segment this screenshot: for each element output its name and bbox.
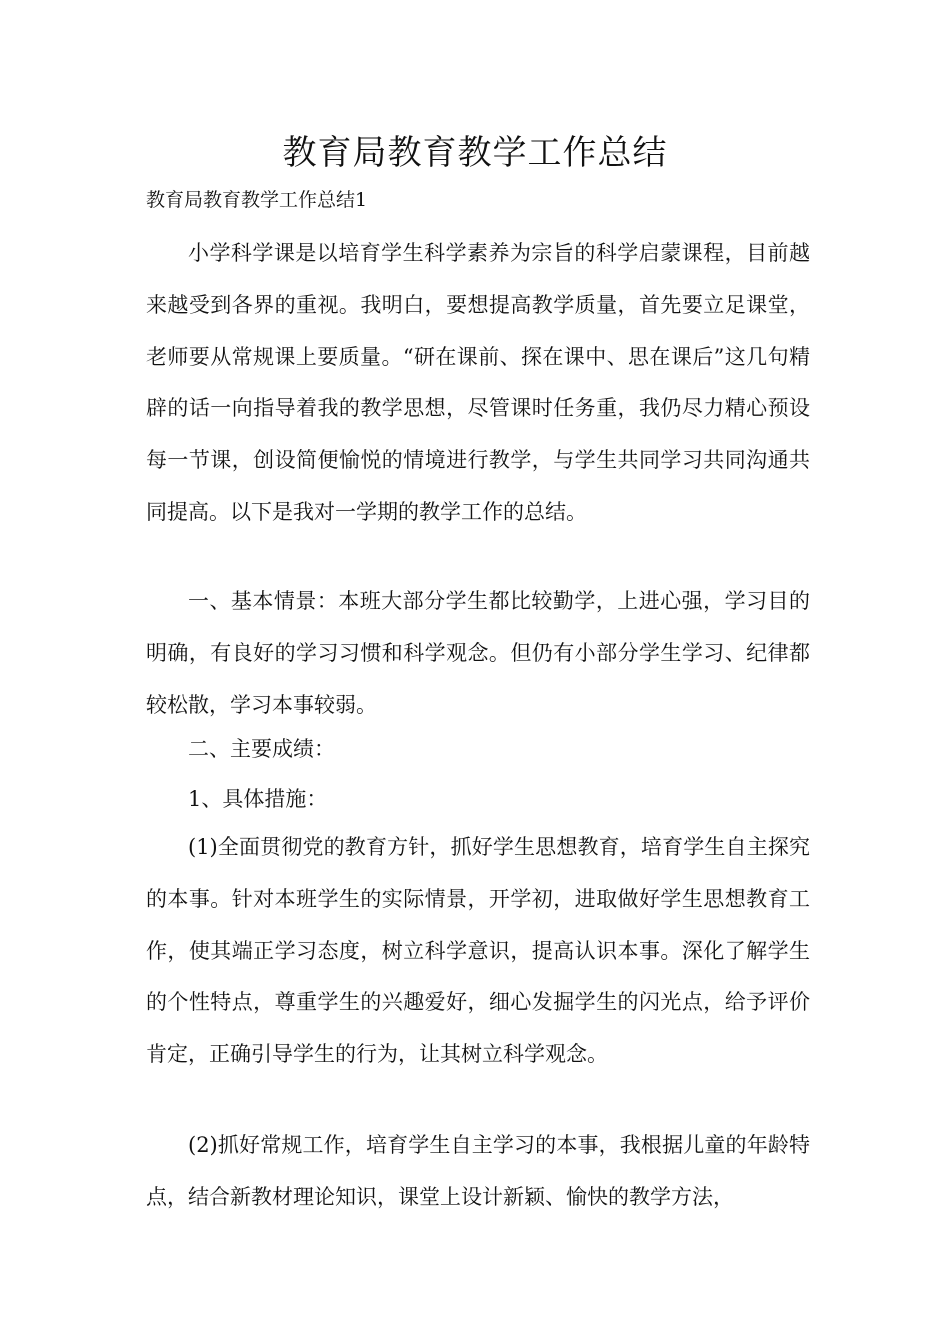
paragraph-intro: 小学科学课是以培育学生科学素养为宗旨的科学启蒙课程，目前越来越受到各界的重视。我明白，要想提高教学质量，首先要立足课堂，老师要从常规课上要质量。“研在课前、探在课中、思在课后”这几句精辟的话一向指导着我的教学思想，尽管课时任务重，我仍尽力精心预设每一节课，创设简便愉悦的情境进行教学，与学生共同学习共同沟通共同提高。以下是我对一学期的教学工作的总结。 xyxy=(146,241,810,524)
document-subtitle: 教育局教育教学工作总结1 xyxy=(146,189,368,211)
paragraph-basic-situation: 一、基本情景：本班大部分学生都比较勤学，上进心强，学习目的明确，有良好的学习习惯和科学观念。但仍有小部分学生学习、纪律都较松散，学习本事较弱。 xyxy=(146,589,810,717)
paragraph-specific-measures: 1、具体措施： xyxy=(188,787,328,811)
paragraph-measure-1: (1)全面贯彻党的教育方针，抓好学生思想教育，培育学生自主探究的本事。针对本班学生的实际情景，开学初，进取做好学生思想教育工作，使其端正学习态度，树立科学意识，提高认识本事。深化了解学生的个性特点，尊重学生的兴趣爱好，细心发掘学生的闪光点，给予评价肯定，正确引导学生的行为，让其树立科学观念。 xyxy=(146,835,810,1067)
paragraph-measure-2: (2)抓好常规工作，培育学生自主学习的本事，我根据儿童的年龄特点，结合新教材理论知识，课堂上设计新颖、愉快的教学方法， xyxy=(146,1133,810,1209)
document-title: 教育局教育教学工作总结 xyxy=(282,133,668,173)
paragraph-main-achievements: 二、主要成绩： xyxy=(188,737,335,761)
